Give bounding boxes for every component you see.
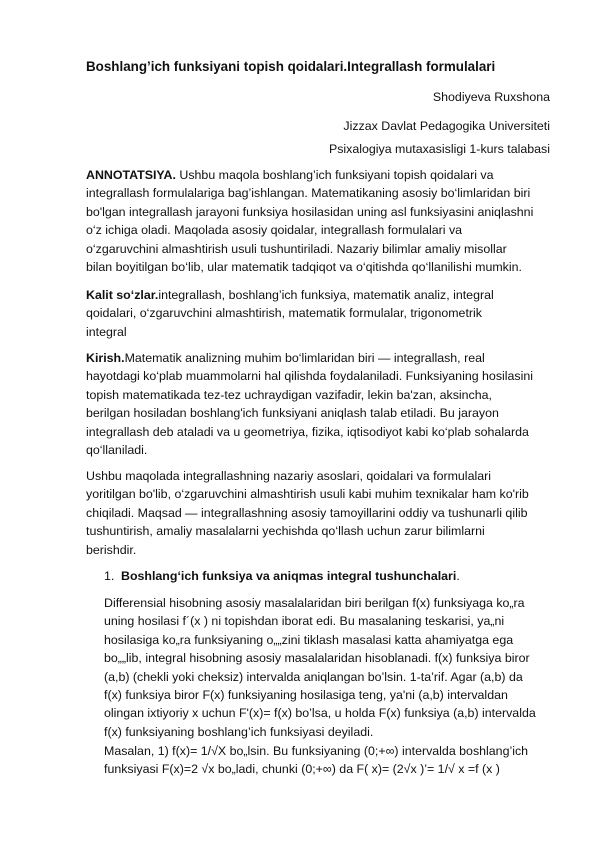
definition-line: (a,b) (chekli yoki cheksiz) intervalda aniqlangan bo’lsin. 1-ta’rif. Agar (a,b) da — [104, 669, 523, 684]
intro-paragraph — [86, 349, 554, 459]
keywords-label: Kalit so‘zlar. — [86, 288, 159, 302]
author-university: Jizzax Davlat Pedagogika Universiteti — [343, 119, 550, 133]
aim-line: yoritilgan bo'lib, o‘zgaruvchini almashtirish usuli kabi muhim texnikalar ham ko'rib — [86, 487, 529, 502]
aim-line: tushuntirish, amaliy masalalarni yechishda qo‘llash uchun zarur bilimlarni — [86, 524, 485, 539]
article-title: Boshlang’ich funksiyani topish qoidalari.Integrallash formulalari — [86, 59, 496, 74]
aim-paragraph — [86, 467, 554, 559]
intro-line: topish matematikada tez-tez uchraydigan vazifadir, lekin ba'zan, aksincha, — [86, 387, 492, 402]
intro-line: Matematik analizning muhim bo‘limlaridan biri — integrallash, real — [124, 351, 485, 365]
aim-line: chiqiladi. Maqsad — integrallashning asosiy tamoyillarini oddiy va tushunarli qilib — [86, 505, 528, 520]
keywords-paragraph — [86, 286, 554, 341]
annotation-line: integrallash formulalariga bag’ishlangan. Matematikaning asosiy bo‘limlaridan biri — [86, 186, 531, 201]
annotation-line: bo'lgan integrallash jarayoni funksiya hosilasidan uning asl funksiyasini aniqlashni — [86, 204, 534, 219]
definition-paragraph — [104, 594, 554, 741]
aim-line: Ushbu maqolada integrallashning nazariy asoslari, qoidalari va formulalari — [86, 469, 491, 483]
example-line: Masalan, 1) f(x)= 1/√X bo„lsin. Bu funksiyaning (0;+∞) intervalda boshlang’ich — [104, 744, 529, 758]
intro-label: Kirish. — [86, 351, 125, 365]
definition-line: uning hosilasi f´(x ) ni topishdan iborat edi. Bu masalaning teskarisi, ya„ni — [104, 614, 505, 629]
definition-line: Differensial hisobning asosiy masalalaridan biri berilgan f(x) funksiyaga ko„ra — [104, 596, 525, 610]
keywords-line: qoidalari, o‘zgaruvchini almashtirish, matematik formulalar, trigonometrik — [86, 306, 482, 321]
definition-line: f(x) funksiyaning boshlang’ich funksiyasi deyiladi. — [104, 724, 374, 739]
author-name: Shodiyeva Ruxshona — [432, 90, 550, 104]
intro-line: qo‘llaniladi. — [86, 443, 148, 458]
annotation-line: Ushbu maqola boshlang’ich funksiyani topish qoidalari va — [175, 168, 494, 182]
keywords-line: integrallash, boshlang’ich funksiya, matematik analiz, integral — [158, 288, 494, 302]
definition-line: hosilasiga ko„ra funksiyaning o„„zini tiklash masalasi katta ahamiyatga ega — [104, 632, 514, 647]
intro-line: integrallash deb ataladi va u geometriya, fizika, iqtisodiyot kabi ko‘plab sohalarda — [86, 424, 529, 439]
keywords-line: integral — [86, 324, 127, 339]
definition-line: f(x) funksiya biror F(x) funksiyaning hosilasiga teng, ya'ni (a,b) intervaldan — [104, 688, 508, 703]
example-line: funksiyasi F(x)=2 √x bo„ladi, chunki (0;+∞) da F( x)= (2√x )’= 1/√ x =f (x ) — [104, 762, 500, 777]
section-heading — [104, 567, 460, 585]
example-paragraph — [104, 742, 554, 779]
annotation-line: bilan boyitilgan bo‘lib, ular matematik tadqiqot va o‘qitishda qo‘llanilishi mumkin. — [86, 260, 522, 275]
section-period: . — [456, 569, 460, 583]
section-title: Boshlang‘ich funksiya va aniqmas integral tushunchalari — [121, 569, 457, 583]
author-status: Psixalogiya mutaxasisligi 1-kurs talabasi — [328, 142, 550, 156]
aim-line: berishdir. — [86, 542, 137, 557]
intro-line: berilgan hosiladan boshlang'ich funksiyani aniqlash talab etiladi. Bu jarayon — [86, 406, 499, 421]
definition-line: bo„„lib, integral hisobning asosiy masalalaridan hisoblanadi. f(x) funksiya biror — [104, 651, 530, 666]
section-number: 1. — [104, 569, 115, 583]
intro-line: hayotdagi ko‘plab muammolarni hal qilishda foydalaniladi. Funksiyaning hosilasini — [86, 369, 534, 384]
annotation-line: o‘zgaruvchini almashtirish usuli tushuntiriladi. Nazariy bilimlar amaliy misollar — [86, 241, 507, 256]
annotation-label: ANNOTATSIYA. — [86, 168, 176, 182]
annotation-paragraph — [86, 166, 554, 276]
annotation-line: o‘z ichiga oladi. Maqolada asosiy qoidalar, integrallash formulalari va — [86, 223, 463, 238]
definition-line: olingan ixtiyoriy x uchun F'(x)= f(x) bo’lsa, u holda F(x) funksiya (a,b) intervalda — [104, 706, 536, 721]
